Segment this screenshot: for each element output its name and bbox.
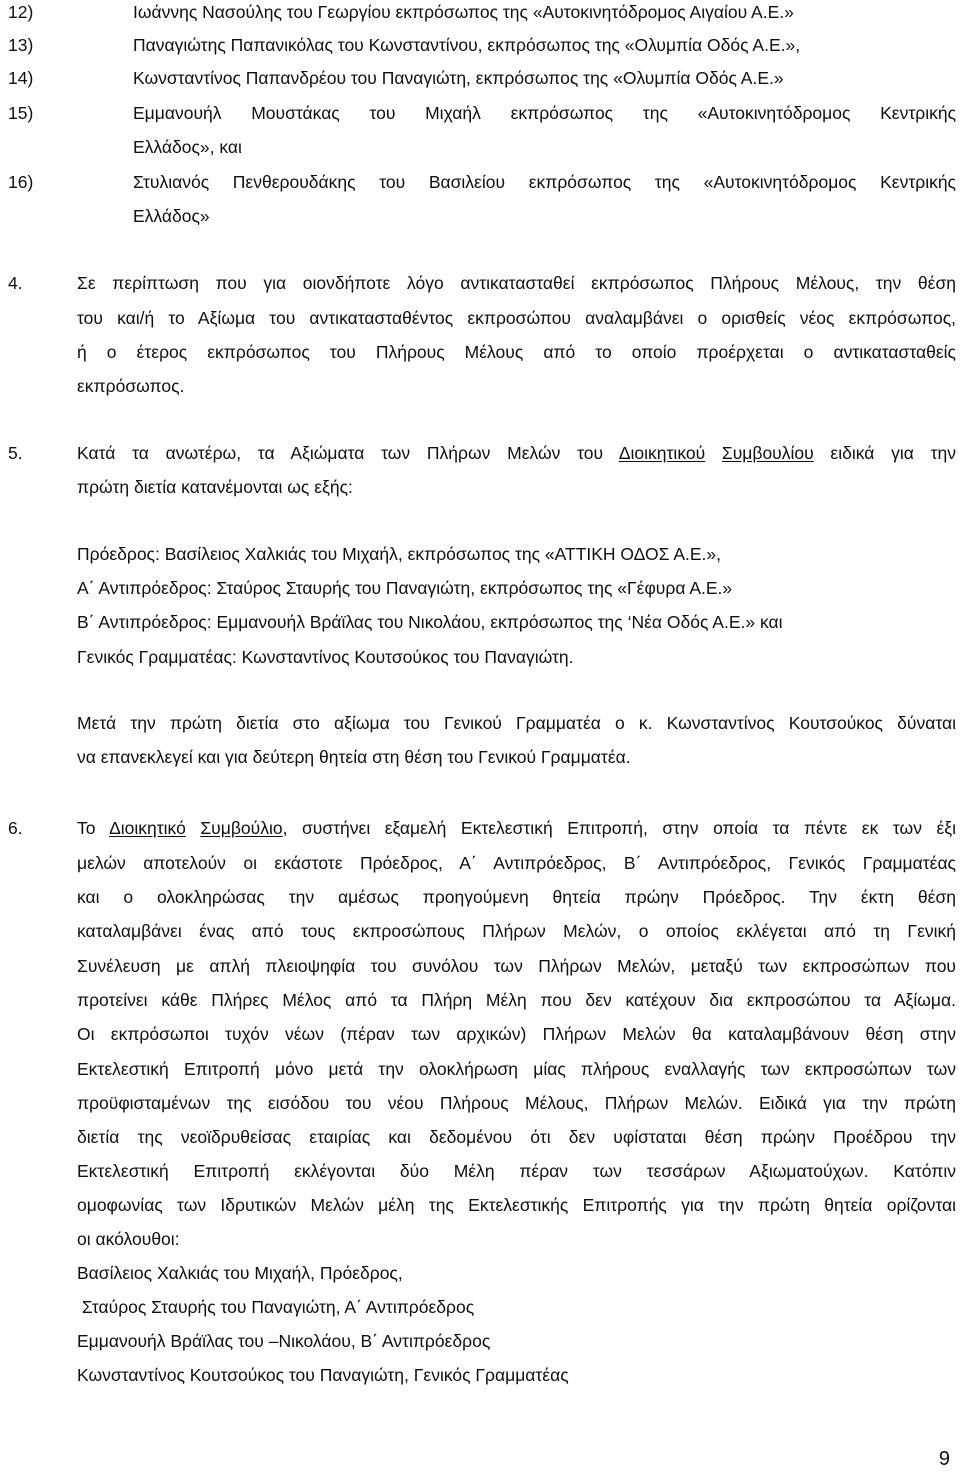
list-item: Κωνσταντίνος Παπανδρέου του Παναγιώτη, εκπρόσωπος της «Ολυμπία Οδός Α.Ε.»: [133, 68, 784, 88]
page-number: 9: [938, 1448, 950, 1470]
list-item: Εμμανουήλ Μουστάκας του Μιχαήλ εκπρόσωπος της «Αυτοκινητόδρομος Κεντρικής: [133, 103, 956, 123]
role-line: Β΄ Αντιπρόεδρος: Εμμανουήλ Βράϊλας του Νικολάου, εκπρόσωπος της ‘Νέα Οδός Α.Ε.» και: [77, 612, 783, 632]
paragraph-line: οι ακόλουθοι:: [77, 1229, 180, 1249]
section-number: 4.: [8, 273, 23, 293]
paragraph-line: Σε περίπτωση που για οιονδήποτε λόγο αντικατασταθεί εκπρόσωπος Πλήρους Μέλους, την θέση: [77, 273, 956, 293]
paragraph-line: Το Διοικητικό Συμβούλιο, συστήνει εξαμελή Εκτελεστική Επιτροπή, στην οποία τα πέντε εκ των έξι: [77, 818, 956, 838]
paragraph-line: εκπρόσωπος.: [77, 376, 185, 396]
paragraph-line: καταλαμβάνει ένας από τους εκπροσώπους Πλήρων Μελών, ο οποίος εκλέγεται από τη Γενική: [77, 921, 956, 941]
list-number: 16): [8, 172, 34, 192]
list-item: Παναγιώτης Παπανικόλας του Κωνσταντίνου, εκπρόσωπος της «Ολυμπία Οδός Α.Ε.»,: [133, 35, 801, 55]
section-number: 6.: [8, 818, 23, 838]
role-line: Πρόεδρος: Βασίλειος Χαλκιάς του Μιχαήλ, εκπρόσωπος της «ΑΤΤΙΚΗ ΟΔΟΣ Α.Ε.»,: [77, 544, 721, 564]
paragraph-line: ομοφωνίας των Ιδρυτικών Μελών μέλη της Εκτελεστικής Επιτροπής για την πρώτη θητεία ορίζονται: [77, 1195, 956, 1215]
underlined-term: Συμβούλιο: [200, 818, 283, 838]
paragraph-line: ή ο έτερος εκπρόσωπος του Πλήρους Μέλους από το οποίο προέρχεται ο αντικατασταθείς: [77, 342, 956, 362]
list-number: 14): [8, 68, 34, 88]
list-item-continuation: Ελλάδος», και: [133, 137, 242, 157]
paragraph-line: και ο ολοκληρώσας την αμέσως προηγούμενη θητεία πρώην Πρόεδρος. Την έκτη θέση: [77, 887, 956, 907]
list-item: Στυλιανός Πενθερουδάκης του Βασιλείου εκπρόσωπος της «Αυτοκινητόδρομος Κεντρικής: [133, 172, 956, 192]
list-item: Ιωάννης Νασούλης του Γεωργίου εκπρόσωπος της «Αυτοκινητόδρομος Αιγαίου Α.Ε.»: [133, 2, 794, 22]
member-line: Βασίλειος Χαλκιάς του Μιχαήλ, Πρόεδρος,: [77, 1263, 403, 1283]
paragraph-line: πρώτη διετία κατανέμονται ως εξής:: [77, 477, 353, 497]
paragraph-line: μελών αποτελούν οι εκάστοτε Πρόεδρος, Α΄ Αντιπρόεδρος, Β΄ Αντιπρόεδρος, Γενικός Γραμματέας: [77, 853, 956, 873]
role-line: Α΄ Αντιπρόεδρος: Σταύρος Σταυρής του Παναγιώτη, εκπρόσωπος της «Γέφυρα Α.Ε.»: [77, 578, 733, 598]
member-line: Σταύρος Σταυρής του Παναγιώτη, Α΄ Αντιπρόεδρος: [77, 1297, 475, 1317]
list-item-continuation: Ελλάδος»: [133, 206, 210, 226]
paragraph-line: προϋφισταμένων της εισόδου του νέου Πλήρους Μέλους, Πλήρων Μελών. Ειδικά για την πρώτη: [77, 1093, 956, 1113]
role-line: Γενικός Γραμματέας: Κωνσταντίνος Κουτσούκος του Παναγιώτη.: [77, 647, 574, 667]
member-line: Εμμανουήλ Βράϊλας του –Νικολάου, Β΄ Αντιπρόεδρος: [77, 1331, 491, 1351]
paragraph-line: Εκτελεστική Επιτροπή μόνο μετά την ολοκλήρωση μίας πλήρους εναλλαγής των εκπροσώπων των: [77, 1059, 956, 1079]
paragraph-line: Οι εκπρόσωποι τυχόν νέων (πέραν των αρχικών) Πλήρων Μελών θα καταλαμβάνουν θέση στην: [77, 1024, 956, 1044]
paragraph-line: διετία της νεοϊδρυθείσας εταιρίας και δεδομένου ότι δεν υφίσταται θέση πρώην Προέδρου την: [77, 1127, 956, 1147]
paragraph-line: Κατά τα ανωτέρω, τα Αξιώματα των Πλήρων Μελών του Διοικητικού Συμβουλίου ειδικά για την: [77, 443, 956, 463]
paragraph-line: του και/ή το Αξίωμα του αντικατασταθέντος εκπροσώπου αναλαμβάνει ο ορισθείς νέος εκπρόσωπος,: [77, 308, 956, 328]
underlined-term: Συμβουλίου: [721, 443, 814, 463]
list-number: 13): [8, 35, 34, 55]
list-number: 12): [8, 2, 34, 22]
section-number: 5.: [8, 443, 23, 463]
paragraph-line: Εκτελεστική Επιτροπή εκλέγονται δύο Μέλη πέραν των τεσσάρων Αξιωματούχων. Κατόπιν: [77, 1161, 956, 1181]
underlined-term: Διοικητικού: [618, 443, 706, 463]
list-number: 15): [8, 103, 34, 123]
paragraph-line: προτείνει κάθε Πλήρες Μέλος από τα Πλήρη Μέλη που δεν κατέχουν δια εκπροσώπου τα Αξίωμα.: [77, 990, 956, 1010]
paragraph-line: Μετά την πρώτη διετία στο αξίωμα του Γενικού Γραμματέα ο κ. Κωνσταντίνος Κουτσούκος δύναται: [77, 713, 956, 733]
member-line: Κωνσταντίνος Κουτσούκος του Παναγιώτη, Γενικός Γραμματέας: [77, 1365, 569, 1385]
paragraph-line: Συνέλευση με απλή πλειοψηφία του συνόλου των Πλήρων Μελών, μεταξύ των εκπροσώπων που: [77, 956, 956, 976]
underlined-term: Διοικητικό: [109, 818, 186, 838]
paragraph-line: να επανεκλεγεί και για δεύτερη θητεία στη θέση του Γενικού Γραμματέα.: [77, 747, 631, 767]
